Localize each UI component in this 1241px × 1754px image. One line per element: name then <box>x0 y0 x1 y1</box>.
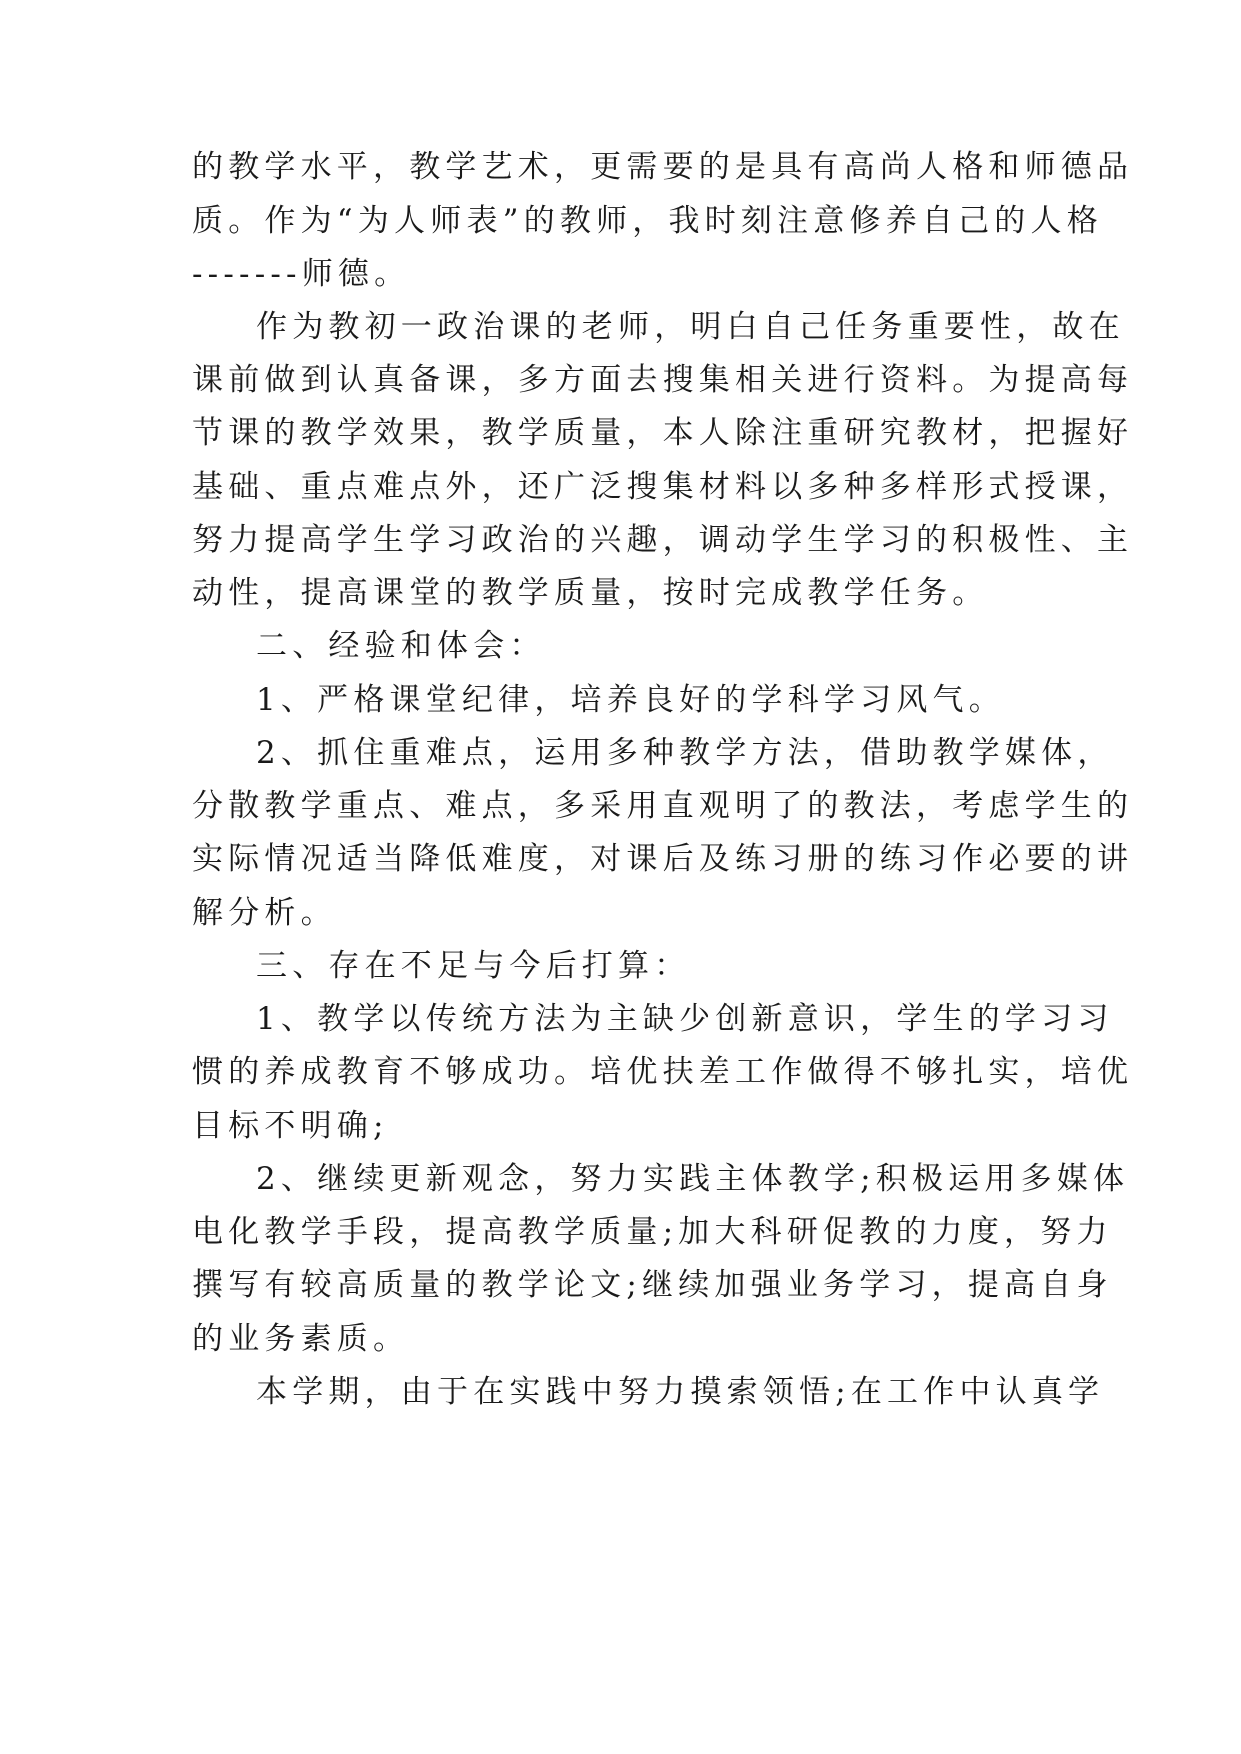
text-line: 动性，提高课堂的教学质量，按时完成教学任务。 <box>192 575 989 611</box>
text-line: 解分析。 <box>192 895 337 931</box>
text-line: 质。作为“为人师表”的教师，我时刻注意修养自己的人格 <box>192 203 1103 239</box>
list-item: 1、严格课堂纪律，培养良好的学科学习风气。 <box>256 682 1005 718</box>
text-line: 撰写有较高质量的教学论文;继续加强业务学习，提高自身 <box>192 1267 1113 1303</box>
text-line: 节课的教学效果，教学质量，本人除注重研究教材，把握好 <box>192 415 1134 451</box>
text-line: -------师德。 <box>192 256 411 292</box>
text-line: 课前做到认真备课，多方面去搜集相关进行资料。为提高每 <box>192 362 1134 398</box>
paragraph-start: 作为教初一政治课的老师，明白自己任务重要性，故在 <box>256 309 1125 345</box>
text-line: 基础、重点难点外，还广泛搜集材料以多种多样形式授课， <box>192 469 1134 505</box>
text-line: 目标不明确; <box>192 1108 389 1144</box>
section-heading: 二、经验和体会： <box>256 628 546 664</box>
text-line: 电化教学手段，提高教学质量;加大科研促教的力度，努力 <box>192 1214 1113 1250</box>
list-item: 2、抓住重难点，运用多种教学方法，借助教学媒体， <box>256 735 1114 771</box>
section-heading: 三、存在不足与今后打算： <box>256 948 691 984</box>
text-line: 的业务素质。 <box>192 1321 410 1357</box>
list-item: 1、教学以传统方法为主缺少创新意识，学生的学习习 <box>256 1001 1114 1037</box>
text-line: 实际情况适当降低难度，对课后及练习册的练习作必要的讲 <box>192 841 1134 877</box>
text-line: 努力提高学生学习政治的兴趣，调动学生学习的积极性、主 <box>192 522 1134 558</box>
paragraph-start: 本学期，由于在实践中努力摸索领悟;在工作中认真学 <box>256 1374 1105 1410</box>
text-line: 分散教学重点、难点，多采用直观明了的教法，考虑学生的 <box>192 788 1134 824</box>
text-line: 惯的养成教育不够成功。培优扶差工作做得不够扎实，培优 <box>192 1054 1134 1090</box>
text-line: 的教学水平，教学艺术，更需要的是具有高尚人格和师德品 <box>192 149 1134 185</box>
list-item: 2、继续更新观念，努力实践主体教学;积极运用多媒体 <box>256 1161 1130 1197</box>
